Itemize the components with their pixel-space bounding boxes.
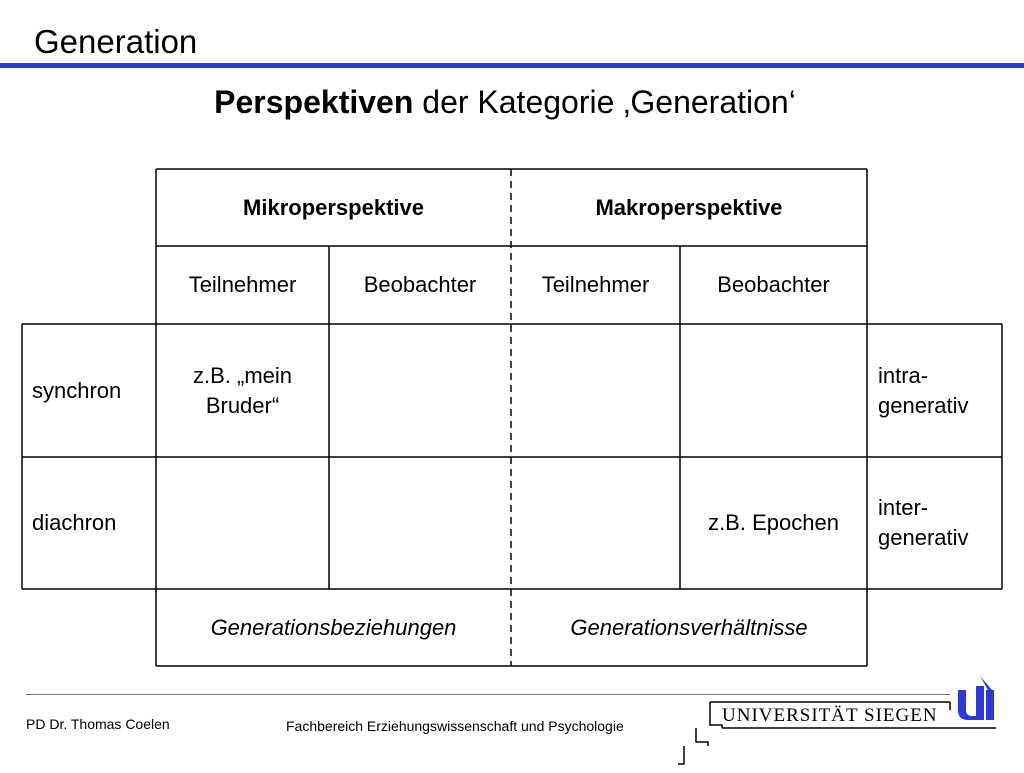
subtitle-bold-part: Perspektiven [214, 84, 414, 120]
role-header-2: Beobachter [363, 272, 477, 297]
slide-subtitle [0, 80, 1010, 124]
cell-synchron-4 [680, 324, 867, 457]
row-type-intergenerativ: inter- generativ [878, 495, 969, 550]
group-header-makro: Makroperspektive [595, 194, 783, 220]
bottom-generationsbeziehungen: Generationsbeziehungen [210, 614, 457, 640]
page-title: Generation [34, 23, 198, 60]
university-name: UNIVERSITÄT SIEGEN [722, 705, 938, 726]
row-label-synchron: synchron [32, 377, 122, 403]
cell-synchron-3 [511, 324, 680, 457]
cell-diachron-2 [329, 457, 511, 589]
cell-diachron-3 [511, 457, 680, 589]
footer-author: PD Dr. Thomas Coelen [26, 716, 170, 732]
cell-diachron-4: z.B. Epochen [708, 510, 839, 535]
role-header-4: Beobachter [717, 272, 830, 297]
header-accent-bar [0, 63, 1024, 68]
subtitle-rest: der Kategorie ‚Generation‘ [422, 84, 796, 120]
group-header-mikro: Mikroperspektive [243, 194, 424, 220]
role-header-1: Teilnehmer [188, 272, 297, 297]
role-header-3: Teilnehmer [541, 272, 650, 297]
cell-synchron-1: z.B. „mein Bruder“ [192, 362, 293, 418]
cell-diachron-1 [156, 457, 329, 589]
cell-synchron-2 [329, 324, 511, 457]
bottom-generationsverhaeltnisse: Generationsverhältnisse [570, 614, 808, 640]
row-type-intragenerativ: intra- generativ [878, 362, 969, 418]
footer-department: Fachbereich Erziehungswissenschaft und Psychologie [286, 718, 624, 734]
row-label-diachron: diachron [32, 510, 117, 535]
